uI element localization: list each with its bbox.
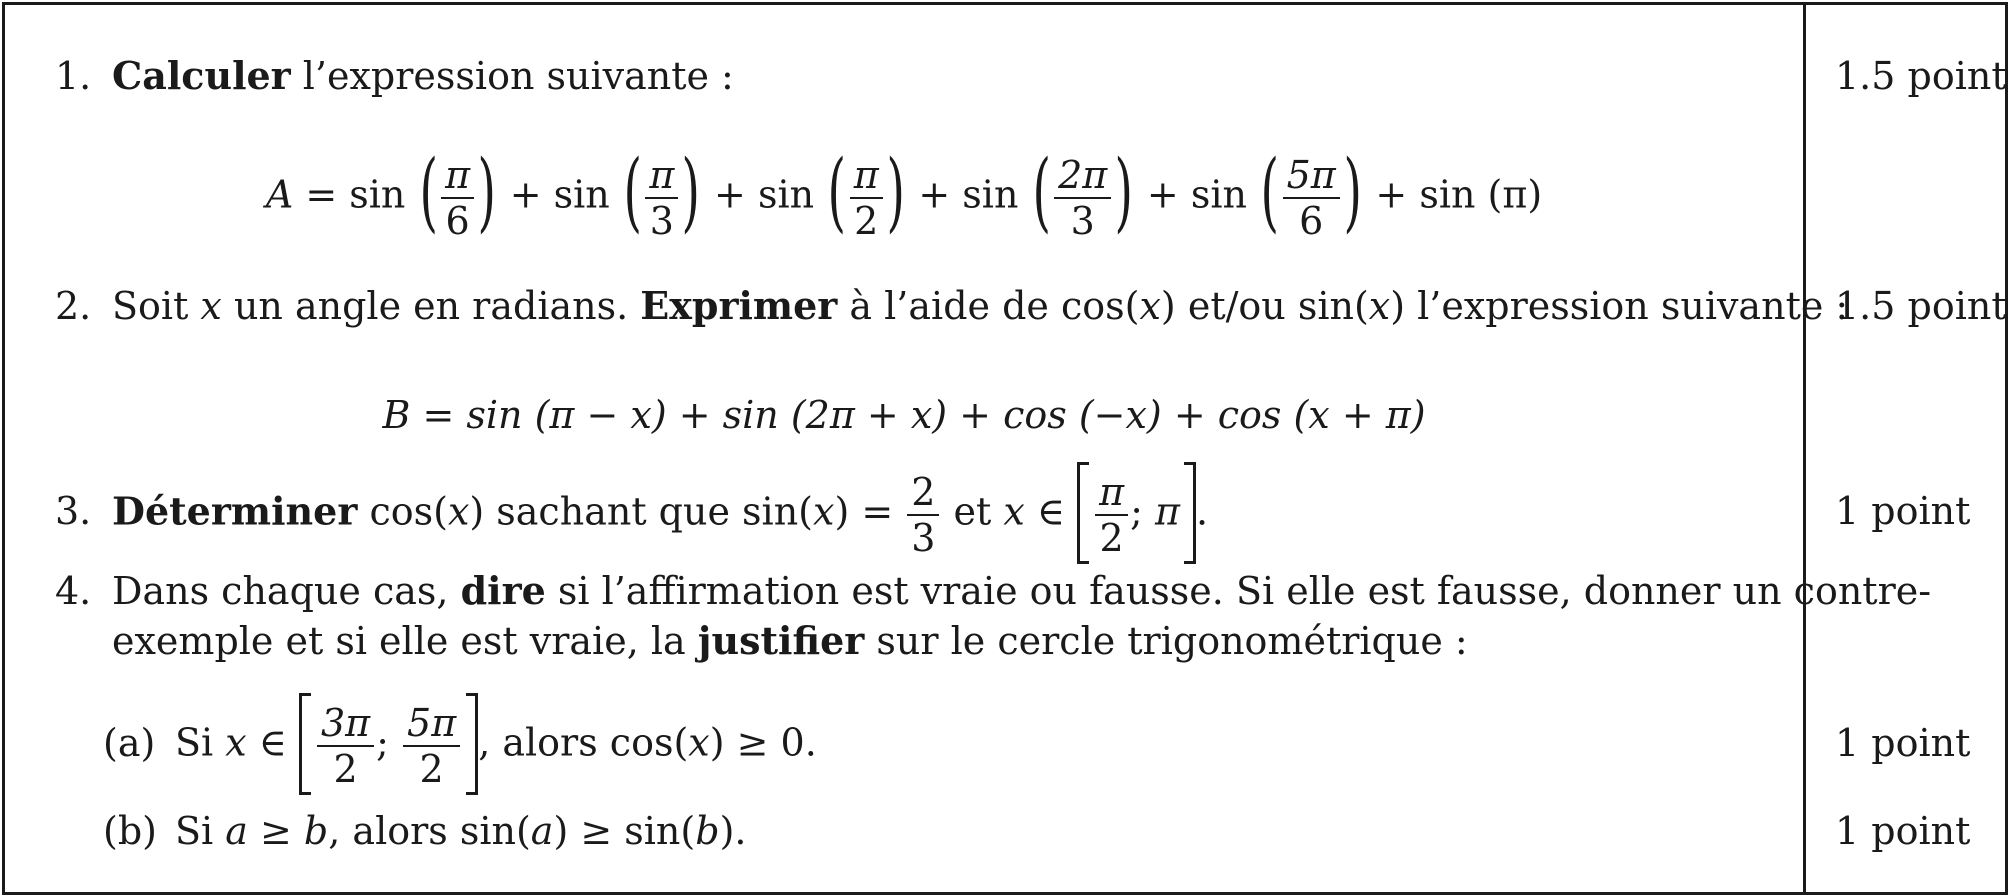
q4b-text	[175, 808, 746, 854]
sin-1: sin	[349, 172, 406, 217]
plus: +	[1363, 172, 1420, 217]
plus: +	[701, 172, 758, 217]
q4b-part: , alors sin(	[328, 809, 531, 853]
denominator: 3	[649, 199, 674, 243]
paren-open: (	[1032, 142, 1051, 242]
q3-number: 3.	[55, 489, 92, 533]
q4-keyword: justifier	[697, 618, 865, 663]
var-b: b	[695, 809, 720, 853]
q1-keyword: Calculer	[112, 53, 291, 98]
q4b-points: 1 point	[1835, 809, 1971, 853]
var-x: x	[1368, 284, 1391, 328]
frac-pi-6	[441, 153, 474, 243]
q3-part: ) =	[834, 489, 906, 534]
numerator: 5π	[403, 701, 460, 747]
q1-text	[112, 53, 734, 99]
numerator: π	[645, 153, 678, 199]
bracket-close	[466, 693, 478, 795]
q4-part: exemple et si elle est vraie, la	[112, 619, 698, 663]
numerator: 2	[907, 470, 939, 516]
var-a: a	[530, 809, 554, 853]
var-x: x	[1139, 284, 1161, 328]
q4-line-2	[112, 618, 1468, 664]
q1-number: 1.	[55, 54, 92, 98]
sin-5: sin	[1190, 172, 1247, 217]
q2-part: Soit	[112, 284, 201, 328]
sin-pi: sin (π)	[1419, 172, 1543, 217]
frac-5pi-6	[1283, 153, 1340, 243]
q3-text	[112, 464, 1208, 566]
q4a-text	[175, 695, 817, 797]
q4a-part: , alors cos(	[478, 720, 689, 765]
var-x: x	[447, 489, 470, 534]
numerator: 2π	[1054, 153, 1111, 199]
denominator: 2	[333, 747, 358, 791]
denominator: 3	[911, 516, 936, 560]
q2-points: 1.5 point	[1835, 284, 2007, 328]
numerator: 3π	[317, 701, 374, 747]
q1-points: 1.5 point	[1835, 54, 2007, 98]
var-a: a	[225, 809, 248, 853]
paren-open: (	[827, 142, 847, 242]
frac-pi-2	[850, 153, 883, 243]
q4a-points: 1 point	[1835, 721, 1971, 765]
q4-number: 4.	[55, 569, 92, 613]
q3-points: 1 point	[1835, 489, 1971, 533]
q4b-part: ) ≥ sin(	[553, 809, 696, 853]
frac-pi-3	[645, 153, 678, 243]
numerator: π	[1095, 470, 1128, 516]
column-divider	[1803, 5, 1806, 892]
period: .	[1195, 489, 1209, 534]
eq-sign: =	[293, 172, 350, 217]
sin-2: sin	[553, 172, 610, 217]
q2-number: 2.	[55, 284, 92, 328]
plus: +	[1134, 172, 1191, 217]
var-x: x	[225, 720, 247, 765]
denominator: 6	[1299, 199, 1324, 243]
in-symbol: ∈	[1024, 489, 1078, 534]
q2-part: à l’aide de cos(	[837, 284, 1140, 328]
q2-part: un angle en radians.	[221, 284, 641, 328]
q2-part: ) et/ou sin(	[1160, 284, 1369, 328]
frac-2-3	[907, 470, 939, 560]
q1-instruction: l’expression suivante :	[290, 54, 734, 98]
q2-text	[112, 283, 1848, 329]
q3-part: cos(	[357, 489, 448, 534]
bracket-close	[1184, 462, 1196, 564]
q3-keyword: Déterminer	[112, 488, 358, 534]
q4-keyword: dire	[460, 568, 546, 613]
frac-pi-2	[1095, 470, 1128, 560]
q4-part: si l’affirmation est vraie ou fausse. Si elle est fausse, donner un contre-	[545, 569, 1932, 613]
q4a-label: (a)	[103, 721, 156, 765]
q3-part: et	[941, 489, 1004, 534]
pi: π	[1154, 489, 1180, 534]
separator: ;	[376, 720, 402, 765]
frac-3pi-2	[317, 701, 374, 791]
q1-formula	[5, 142, 1803, 243]
denominator: 2	[854, 199, 879, 243]
plus: +	[906, 172, 963, 217]
q2-formula	[5, 393, 1803, 437]
var-b: b	[303, 809, 329, 853]
formula-b-rhs: = sin (π − x) + sin (2π + x) + cos (−x) + cos (x + π)	[410, 393, 1426, 437]
bracket-open	[1077, 462, 1089, 564]
var-x: x	[813, 489, 835, 534]
in-symbol: ∈	[246, 720, 299, 765]
q2-part: ) l’expression suivante :	[1390, 284, 1849, 328]
paren-open: (	[419, 142, 438, 242]
paren-open: (	[623, 142, 642, 242]
formula-a-lhs: A	[265, 172, 294, 217]
var-x: x	[1003, 489, 1025, 534]
var-x: x	[688, 720, 710, 765]
denominator: 3	[1070, 199, 1095, 243]
paren-close: )	[1114, 142, 1134, 242]
paren-close: )	[1343, 142, 1362, 242]
separator: ;	[1130, 489, 1155, 534]
paren-close: )	[681, 142, 701, 242]
si: Si	[175, 720, 226, 765]
formula-b-lhs: B	[382, 393, 411, 437]
sin-3: sin	[757, 172, 815, 217]
frac-2pi-3	[1054, 153, 1111, 243]
q4a-part: ) ≥ 0.	[709, 720, 817, 765]
numerator: π	[850, 153, 883, 199]
q4-part: sur le cercle trigonométrique :	[864, 619, 1468, 663]
bracket-open	[299, 693, 311, 795]
q3-part: ) sachant que sin(	[469, 489, 813, 534]
paren-close: )	[477, 142, 497, 242]
si: Si	[175, 809, 226, 853]
paren-close: )	[886, 142, 905, 242]
exercise-frame	[2, 2, 2008, 895]
denominator: 2	[419, 747, 444, 791]
numerator: π	[441, 153, 474, 199]
plus: +	[497, 172, 554, 217]
sin-4: sin	[962, 172, 1019, 217]
ge-symbol: ≥	[247, 809, 304, 853]
q4b-part: ).	[719, 809, 747, 853]
denominator: 2	[1099, 516, 1124, 560]
denominator: 6	[445, 199, 470, 243]
frac-5pi-2	[403, 701, 460, 791]
q4b-label: (b)	[103, 809, 157, 853]
numerator: 5π	[1283, 153, 1340, 199]
q4-line-1	[112, 568, 1931, 614]
q4-part: Dans chaque cas,	[112, 569, 461, 613]
var-x: x	[200, 284, 222, 328]
paren-open: (	[1260, 142, 1280, 242]
q2-keyword: Exprimer	[640, 283, 838, 328]
